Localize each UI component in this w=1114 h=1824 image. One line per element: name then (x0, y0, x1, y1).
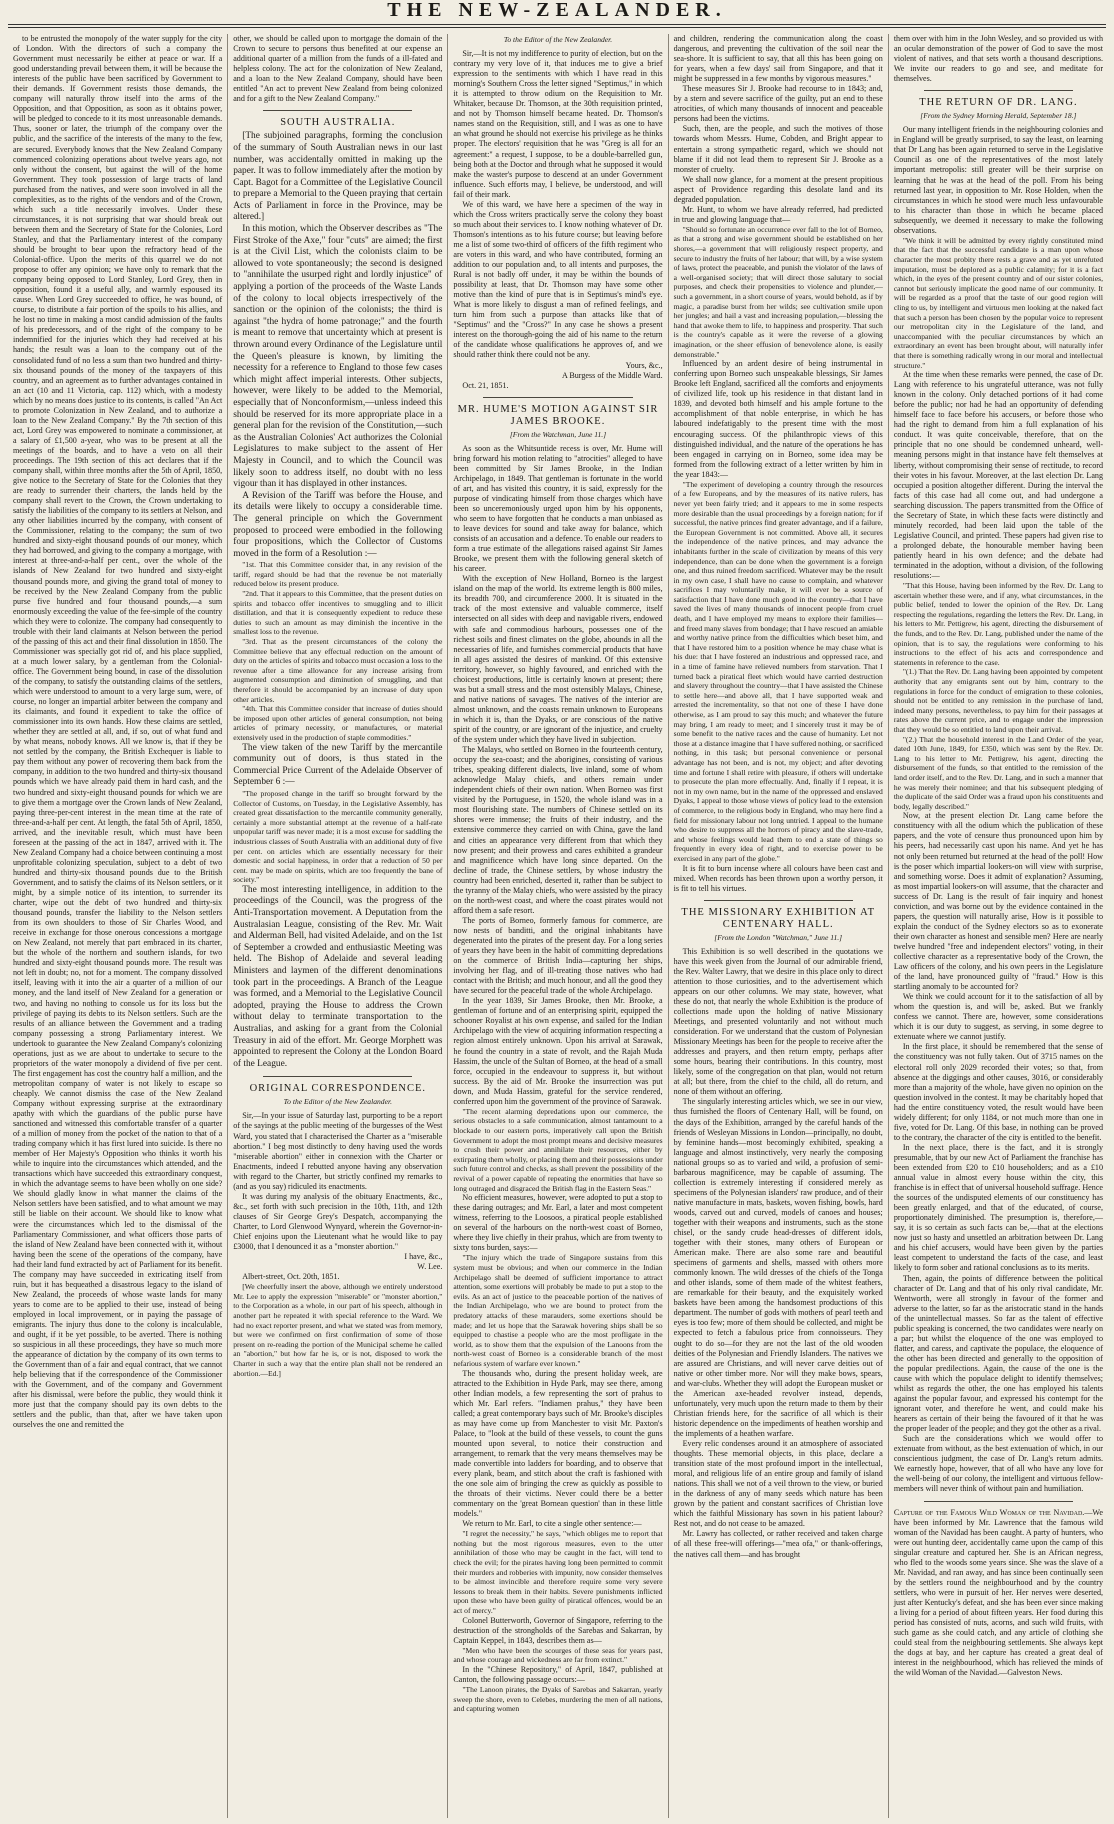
article-paragraph: With the exception of New Holland, Borneo is the largest island on the map of the world. Its extreme length is 800 miles, its breadth 700, and circumference 2000. It is situated in the track of the most extensive and valuable commerce, itself intersected on all sides with deep and navigable rivers, endowed with safe and commodious harbours, possesses one of the richest soils and finest climates on the globe, abounds in all the necessaries of life, and furnishes commercial products that have in all ages assisted the desires of mankind. Of this extensive territory, however, so highly favoured, and enriched with the choicest productions, little is certainly known at present; there was but a small stress and the most ostensibly Malays, Chinese, and native nations of savages. The natives of the interior are almost unknown, and the coasts remain unknown to Europeans in which it is, than the Dyaks, or are conscious of the native spirit of the country, or are ignorant of the injustice, and cruelty of the system under which they have lived in subjection. (453, 574, 663, 745)
quoted-paragraph: "That this House, having been informed by the Rev. Dr. Lang to ascertain whether these were, and if any, what circumstances, in the public belief, tended to lower the opinion of the Rev. Dr. Lang respecting the regulations, regarding the letters the Rev. Dr. Lang, in his letters to Mr. Pettigrew, his agent, directing the disbursement of the funds, and to the Rev. Dr. Lang, published under the name of the opinion, that is to say, the regulations were conforming to his instructions to the effect of his acts and correspondence and statements in reference to the case. (893, 581, 1104, 667)
article-paragraph: It was during my analysis of the obituary Enactments, &c., &c., set forth with such precision in the 10th, 11th, and 12th clauses of Sir George Grey's Despatch, accompanying the Charter, to Lord Glenwood Wynyard, wherein the Governor-in-Chief enjoins upon the Lieutenant what he would like to pay £3000, that I denounced it as a "monster abortion." (233, 1191, 443, 1252)
section-heading: ORIGINAL CORRESPONDENCE. (249, 1083, 427, 1095)
article-paragraph: and children, rendering the communication along the coast dangerous, and preventing the cultivation of the soil near the sea-shore. It is sufficient to say, that all this has been going on for years, when a few days' sail from Singapore, and that it might be suppressed in a few months by vigorous measures." (673, 34, 883, 84)
masthead-rule (8, 24, 1106, 25)
article-paragraph: No efficient measures, however, were adopted to put a stop to these daring outrages; and Mr. Earl, a later and most competent witness, referring to the Loosoos, a piratical people established on several of the harbours on the north-west coast of Borneo, where they live chiefly in their prahus, which are from twenty to sixty tons burden, says:— (453, 1193, 663, 1253)
section-heading: THE MISSIONARY EXHIBITION AT CENTENARY HALL. (681, 906, 875, 930)
section-divider (263, 1076, 412, 1077)
quoted-paragraph: "(2.) That the household interest in the Land Order of the year, dated 10th June, 1849, for £350, which was sent by the Rev. Dr. Lang to his letter to Mr. Pettigrew, his agent, directing the disbursement of the funds, so that entitled to the remission of the land order itself, and to the Rev. Dr. Lang, and in such a manner that he was merely their nominee; and that his subsequent pledging of the duplicate of the said Order was a fraud upon his constituents and body, legally described." (893, 734, 1104, 811)
article-paragraph: A Revision of the Tariff was before the House, and its details were likely to occupy a considerable time. The general principle on which the Government proposed to proceed were embodied in the following four propositions, which the Collector of Customs moved in the form of a Resolution :— (233, 490, 443, 559)
quoted-paragraph: "We think it will be admitted by every rightly constituted mind that the fact that the successful candidate is a man upon whose character the most probity there rests a grave and as yet unrefuted imputation, must be deplored as a public calamity; for it is a fact which, in the eyes of the present country and of our sister colonies, cannot but seriously implicate the good name of our community. It will be regarded as a proof that the taste of our good region will cling to us, by intelligent and virtuous men looking at the naked fact that such a person has been chosen by the popular voice to represent our metropolitan city in the Legislature of the land, and unaccompanied with the peculiar circumstances by which an extraordinary an event has been brought about, will naturally infer that there is something radically wrong in our moral and intellectual structure." (893, 235, 1104, 370)
quoted-paragraph: "Should so fortunate an occurrence ever fall to the lot of Borneo, as that a strong and wise government should be established on her shores,—a government that will religiously respect property, and secure to industry the fruits of her labour; that will, by a wise system of laws, protect the peaceable, and punish the violator of the laws of a well-organised society; that will direct those salutary to social purposes, and check their propensities to violence and plunder,—such a government, in a short course of years, would behold, as if by magic, a paradise burst from her wilds; see cultivation smile upon her jungles; and hail a vast and increasing population,—blessing the hand that awoke them to life, to happiness and prosperity. That such is the country's capable as it were the reverse of a glowing imagination, or the sheer effusion of benevolence alone, is easily demonstrable." (673, 224, 883, 359)
article-paragraph: We of this ward, we have here a specimen of the way in which the Cross writers practically serve the colony they boast so much about their services to. I know nothing whatever of Dr. Thomson's intentions as to his future course; but leaving before me a list of some two-third of officers of the fifth regiment who are voters in this ward, and who have contributed, forming an addition to our population and, to all intents and purposes, the Rural is not badly off under, it may be within the bounds of possibility at least, that Dr. Thomson may have some other motive than the kind of pure that is in Septimus's mind's eye. What is more likely to disgust a man of refined feelings, and turn him from such a purpose than attacks like that of "Septimus" and the "Cross?" In any case he shows a present interest on the thorough-going the aid of his name to the return of the candidate whose qualifications he approves of, and we should rather think there could not be any. (453, 199, 663, 360)
article-paragraph: At the time when these remarks were penned, the case of Dr. Lang with reference to his ungrateful utterance, was not fully known in the colony. Only detached portions of it had come before the public; nor had he had an opportunity of defending himself face to face before his accusers, or before those who had the right to demand from him a full explanation of his conduct. It was quite conceivable, therefore, that on the principle that no one should be condemned unheard, well-meaning persons might in that instance have felt themselves at liberty, without compromising their sense of rectitude, to record their votes in his favour. Moreover, at the last election Dr. Lang occupied a position altogether different. During the interval the facts of this case had all come out, and had undergone a searching discussion. The papers transmitted from the Office of the Secretary of State, in which these facts were distinctly and minutely recorded, had been laid upon the table of the Legislative Council, and printed. These papers had given rise to a prolonged debate, the honourable member having been patiently heard in his own defence; and the debate had terminated in the adoption, without a division, of the following resolutions:— (893, 370, 1104, 581)
section-subheading: [From the London "Watchman," June 11.] (714, 932, 843, 942)
article-paragraph: [The subjoined paragraphs, forming the conclusion of the summary of South Australian news in our last number, was accidentally omitted in making up the paper. It was to follow immediately after the motion by Capt. Bagot for a Committee of the Legislative Council to prepare a Memorial to the Queen praying that certain Acts of Parliament in force in the Province, may be altered.] (233, 131, 443, 223)
section-divider (483, 397, 632, 398)
article-paragraph: In the next place, there is the fact, and it is strongly presumable, that by our new Act of Parliament the franchise has been extended from £20 to £10 householders; and as a £10 annual value in almost every house within the city, this franchise is in effect that of universal household suffrage. Hence the sources of the undisputed elements of our constituency has been greatly enlarged, and that of the educated, of course, proportionately diminished. The presumption is, therefore,—say, it is so certain as such facts can be,—that at the elections now just so hasty and unsettled an arbitration between Dr. Lang and his chief accusers, would have been given by the parties least competent to understand the facts of the case, and least likely to form sober and rational conclusions as to its merits. (893, 1142, 1104, 1273)
columns (8, 34, 1108, 1818)
section-divider (924, 90, 1073, 91)
article-paragraph: Sir,—In your issue of Saturday last, purporting to be a report of the sayings at the public meeting of the burgesses of the West Ward, you stated that I characterised the Charter as a "miserable abortion." I beg most distinctly to deny having used the words "miserable abortion" either in connexion with the Charter or Enactments, indeed I rebutted anyone having any observation with regard to the Charter, but strictly confined my remarks to (and as you say) ridiculed its enactments. (233, 1111, 443, 1191)
article-paragraph: Colonel Butterworth, Governor of Singapore, referring to the destruction of the strongholds of the Sarebas and Sakarran, by Captain Keppel, in 1843, describes them as— (453, 1615, 663, 1645)
masthead (0, 0, 1114, 34)
article-run-in-heading: Capture of the Famous Wild Woman of the Navidad. (893, 1507, 1085, 1517)
article-paragraph: We think we could account for it to the satisfaction of all by whom the question is, and will be, asked. But we frankly confess we cannot. There are, however, some considerations which it is our duty to suggest, as serving, in some degree to extenuate where we cannot justify. (893, 992, 1104, 1042)
quoted-paragraph: "4th. That this Committee consider that increase of duties should be imposed upon other articles of general consumption, not being articles of primary necessity, or manufactures, or material extensively used in the production of staple commodities." (233, 704, 443, 742)
quoted-paragraph: "Men who have been the scourges of these seas for years past, and whose courage and wickedness are far from extinct." (453, 1645, 663, 1665)
section-subheading: To the Editor of the New Zealander. (503, 35, 613, 44)
article-paragraph: We shall now glance, for a moment at the present propitious aspect of Providence regarding this desolate land and its degraded population. (673, 174, 883, 204)
dateline: Albert-street, Oct. 20th, 1851. (242, 1272, 340, 1282)
quoted-paragraph: "The injury which the trade of Singapore sustains from this system must be obvious; and when our commerce in the Indian Archipelago shall be deemed of sufficient importance to attract attention, some exertions will probably be made to put a stop to the evils. As an act of justice to the peaceable portion of the natives of the Indian Archipelago, who we are bound to protect from the predatory attacks of these marauders, some exertions should be made; and let us hope that the Sarawak hovering ships shall be so equipped to chastise a people who are the most profligate in the world, as to show them that the expulsion of the Lanoons from the north-west coast of Borneo is a considerable branch of the most nefarious system of warfare ever known." (453, 1253, 663, 1368)
quoted-paragraph: "1st. That this Committee consider that, in any revision of the tariff, regard should be had that the revenue be not materially reduced below its present produce. (233, 560, 443, 589)
article-paragraph: The singularly interesting articles which, we see in our view, thus furnished the floors of Centenary Hall, will be found, on the days of the Exhibition, arranged by the careful hands of the friends of Wesleyan Missions in London—principally, no doubt, by feminine hands—most becomingly exhibited, speaking a language and almost instinctively, very nearly the composing national groups so as to varied and wild, a profusion of semi-barbarous magnificence, may be capable of assuming. The collection is extremely interesting if considered merely as specimens of the Polynesian islanders' raw produce, and of their native manufacture in mats, baskets, woven fishing, bowls, hard woods, carved out and curved, models of canoes and houses; together with their weapons and instruments, such as the stone chisel, or the sandy crude head-dresses of different idols, together with their stones, many others of European or American make. There are also some rare and beautiful specimens of garments and shells, massed with others more commonly known. The wild dresses of the chiefs of the Tonga and other islands, some of them made of the whitest feathers, are remarkable for their beauty, and the exquisitely worked baskets have been among the handsomest productions of this department. The number of gods with mothers of pearl teeth and eyes is too few; more of them should be collected, and might be expected to fetch a fabulous price from connoisseurs. They ought to do so—for they are not the last of the old wooden deities of the Polynesian and Friendly Islanders. The natives we are assured are Christians, and will never carve deities out of native or other timber more. Nor will they make bows, spears, and war-clubs. Whether they will adopt the European musket or the American axe-headed revolver instead, depends, unfortunately, very much upon the return made to them by their Christian friends here, for the sacrifice of all which is their historic dependence on the impediments of heathen worship and the implements of a heathen warfare. (673, 1097, 883, 1438)
section-divider (704, 900, 853, 901)
section-divider (924, 1501, 1073, 1502)
masthead-title: THE NEW-ZEALANDER. (387, 0, 727, 21)
article-paragraph: Every relic condenses around it an atmosphere of associated thoughts. These memorial objects, in this place, declare a transition state of the most profound import in the intellectual, moral, and religious life of an entire group and family of island nations. This shall we not of a veil thrown to the view, or buried in the darkness of any of many seeds which nature has been grown by the patient and constant sacrifices of Christian love which the faithful Missionary has sown in his patient labour? Rest not, and do not cease to be amazed. (673, 1439, 883, 1529)
column-2 (228, 34, 448, 1818)
column-1 (8, 34, 228, 1818)
article-paragraph: them over with him in the John Wesley, and so provided us with an ocular demonstration of the power of God to save the most violent of natives, and that sets worth a thousand descriptions. We invite our readers to go and see, and meditate for themselves. (893, 34, 1104, 84)
quoted-paragraph: "The Lanoon pirates, the Dyaks of Sarebas and Sakarran, yearly sweep the shore, even to Celebes, murdering the men of all nations, and capturing women (453, 1685, 663, 1714)
editor-note: [We cheerfully insert the above, although we entirely understood Mr. Lee to apply the expression "miserable" or "monster abortion," to the Corporation as a whole, in our part of his speech, although in another part he repeated it with special reference to the Ward. We had no exact reporter present, and what we stated was from memory, but were we confirmed on first confirmation of some of those present on re-reading the portion of the Municipal scheme he called an "abortion," but how far he is, or is not, disposed to work the Charter in such a way that the entire plan shall not be rendered an abortion.—Ed.] (233, 1282, 443, 1378)
article-paragraph: We return to Mr. Earl, to cite a single other sentence:— (462, 1519, 642, 1529)
article-paragraph: Then, again, the points of difference between the political character of Dr. Lang and that of his only rival candidate, Mr. Wentworth, were all strongly in favour of the former and adverse to the latter, so far as the aristocratic stand in the hands of the unintellectual masses. So far as the talent of effective public speaking is concerned, the two candidates were nearly on a par; but whilst the eloquence of the one was employed to flatter, and caress, and captivate the populace, the eloquence of the other has been directed and generally to the opposition of the popular predilections. Again, the cause of the one is the cause with which the populace delight to identify themselves; whilst as regards the other, the one has employed his talents against the popular favour, and expressed his contempt for the ignorant voter, and therefore he went, and could make his hearers as certain of their being the favoured of it that he was the proper leader of the people; and they got the other as a rival. (893, 1273, 1104, 1434)
article-paragraph: Such, then, are the people, and such the motives of those towards whom Messrs. Hume, Cobden, and Bright appear to entertain a strong sympathetic regard, which we should not blame if it did not lead them to represent Sir J. Brooke as a monster of cruelty. (673, 124, 883, 174)
article-paragraph: Now, at the present election Dr. Lang came before the constituency with all the odium which the publication of these papers, and the vote of censure thus pronounced upon him by his peers, had necessarily cast upon his name. And yet he has not only been returned but returned at the head of the poll! How is the poser which impartial lookers-on will view with surprise, and something worse. Does it admit of explanation? Assuming, as most impartial lookers-on will assume, that the character and success of Dr. Lang is the result of fair inquiry and honest conviction, and was borne out by the evidence contained in the papers, the question will naturally arise, How is it possible to explain the conduct of the Sydney electors so as to exonerate their own character as honest and sensible men? Here are nearly twelve hundred "free and independent electors" voting, in their collective character as a representative body of the Crown, the Law officers of the colony, and his own peers in the Legislature of the land, have pronounced guilty of "fraud." How is this startling anomaly to be accounted for? (893, 811, 1104, 992)
article-paragraph: Sir,—It is not my indifference to purity of election, but on the contrary my very love of it, that induces me to give a brief expression to the sentiments with which I have read in this morning's Southern Cross the letter signed "Septimus," in which it is attempted to throw odium on the Requisition to Mr. Whitaker, because Dr. Thomson, at the 30th requisition printed, and not by Thomson himself became heated. Dr. Thomson's names stand on the Requisition, still, and I was as one to have an what ground he should not exercise his privilege as he thinks proper. The electors' requisition that he was "Greg is all for an agreement:" a request, I suppose, to be a double-barrelled gun, being both at the Doctor and through what he supposed it would make the waster's purpose to descend at an under Government influence. Such efforts may, I believe, be understood, and will fail of their mark. (453, 49, 663, 199)
section-heading: THE RETURN OF DR. LANG. (919, 97, 1078, 109)
article-paragraph: The view taken of the new Tariff by the mercantile community out of doors, is thus stated in the Commercial Price Current of the Adelaide Observer of September 6 :— (233, 742, 443, 788)
article-paragraph: other, we should be called upon to mortgage the domain of the Crown to secure to persons thus benefited at our expense an additional quarter of a million from the funds of a ill-fated and helpless colony. The act for the colonization of New Zealand, and a loan to the New Zealand Company, should have been entitled "An act to prevent New Zealand from being colonized and for a gift to the New Zealand Company." (233, 34, 443, 104)
dateline: Oct. 21, 1851. (462, 380, 509, 390)
quoted-paragraph: "The proposed change in the tariff so brought forward by the Collector of Customs, on Tuesday, in the Legislative Assembly, has created great dissatisfaction to the mercantile community generally, certainly a more substantial attempt at the revenue of a half-rate unpopular tariff was never made; it is a most excuse for saddling the industrious classes of South Australia with an additional duty of five per cent. on articles which are essentially necessary for their domestic and social happiness, in order that a reduction of 50 per cent. may be made on spirits, which are too frequently the bane of society." (233, 788, 443, 885)
article-paragraph: The thousands who, during the present holiday week, are attracted to the Exhibition in Hyde Park, may see there, among other Indian models, a few representing the sort of prahus to which Mr. Earl refers. "Indiamen prahus," they have been called; a great contemporary bays such of Mr. Brooke's disciples as may have come up from Manchester to visit Mr. Paxton's Palace, to "look at the build of these vessels, to count the guns mounted upon several, to notice their construction and arrangement, to remark that the very means themselves may be made convertible into ladders for boarding, and to observe that every plank, beam, and stitch about the craft is fashioned with the one sole aim of bringing the crew as quickly as possible to the throats of their victims. Never could there be a better commentary on the 'great Bornean question' than in these little models." (453, 1368, 663, 1519)
article-paragraph: In the first place, it should be remembered that the sense of the constituency was not fully taken. Out of 3715 names on the electoral roll only 2029 recorded their votes; so that, from absence at the diggings and other causes, 3016, or considerably more than a majority of the whole, have given no opinion on the question involved in the contest. It may be charitably hoped that had the entire constituency voted, the result would have been widely different; for only 1184, or not much more than one in five, voted for Dr. Lang. Of this base, in nothing can be proved to the contrary, the character of the city is entitled to the benefit. (893, 1042, 1104, 1142)
quoted-paragraph: "3rd. That as the present circumstances of the colony the Committee believe that any effectual reduction on the amount of duty on the articles of spirits and tobacco must occasion a loss to the revenue after a time allowance for any increase arising from augmented consumption and diminution of smuggling, and that therefore it should be accompanied by an increase of duty upon other articles. (233, 637, 443, 704)
article-paragraph: In this motion, which the Observer describes as "The First Stroke of the Axe," four "cuts" are aimed; the first is at the Civil List, which the colonists claim to be allowed to vote spontaneously; the second is designed to "annihilate the usurped right and lordly injustice" of applying a portion of the proceeds of the Waste Lands of the colony to local objects irrespectively of the sanction or the opinion of the colonists; the third is against "the hydra of home patronage;" and the fourth is meant to remove that uncertainty which at present is thrown around every Ordinance of the Legislature until the Queen's pleasure is known, by limiting the necessity for a reference to England to those few cases which might affect imperial interests. Other subjects, however, were likely to be added to the Memorial, especially that of Nonconformism,—unless indeed this should be reserved for its more appropriate place in a general plan for the revision of the Constitution,—such as the Australian Colonies' Act authorizes the Colonial Legislatures to make subject to the assent of Her Majesty in Council, and to which the Council was likely soon to address itself, no doubt with no less vigour than it has displayed in other instances. (233, 224, 443, 490)
quoted-paragraph: "The recent alarming depredations upon our commerce, the serious obstacles to a safe communication, almost tantamount to a blockade to our eastern ports, imperatively call upon the British Government to adopt the most prompt means and decisive measures to crush their power and annihilate their resources, either by extirpating them wholly, or placing them and their possessions under such future control and checks, as shall prevent the possibility of the revival of a power capable of repeating the enormities that have so long outraged and disgraced the British flag in the Eastern Seas." (453, 1106, 663, 1193)
section-divider (263, 110, 412, 111)
article-paragraph: Our many intelligent friends in the neighbouring colonies and in England will be greatly surprised, to say the least, on learning that Dr Lang has been again returned to serve in the Legislative Council as one of the representatives of the most lately important metropolis: still greater will be their surprise on learning that he was at the head of the poll. From his being returned last year, in opposition to Mr. Rose Holden, when the circumstances in which he stood were much less unfavourable to his character than those in which he became placed subsequently, we deemed it necessary to make the following observations. (893, 125, 1104, 235)
article-paragraph: It is fit to burn incense where all colours have been cast and mixed. When records has been thrown upon a worthy person, it is fit to tell his virtues. (673, 863, 883, 893)
column-4 (669, 34, 889, 1818)
section-subheading: [From the Watchman, June 11.] (509, 429, 607, 439)
article-paragraph: Influenced by an ardent desire of being instrumental in conferring upon Borneo such unspeakable blessings, Sir James Brooke left England, sacrificed all the comforts and enjoyments of civilized life, took up his residence in that distant land in 1839, and devoted both himself and his ample fortune to the accomplishment of that noble enterprise, in which he has laboured indefatigably to the present time with the most encouraging success. Of the philanthropic views of this distinguished individual, and the nature of the operations he has been engaged in carrying on in Borneo, some idea may be formed from the following extract of a letter written by him in the year 1843:— (673, 359, 883, 479)
article-paragraph: Such are the considerations which we would offer to extenuate from without, as the best extenuation of which, in our conscientious judgment, the case of Dr. Lang's return admits. We earnestly hope, however, that of all who have any love for the well-being of our colony, the intelligent and virtuous fellow-members will never think of without pain and humiliation. (893, 1434, 1104, 1494)
article-paragraph (894, 1508, 1103, 1679)
article-paragraph: These measures Sir J. Brooke had recourse to in 1843; and, by a stern and severe sacrifice of the guilty, put an end to these atrocities, of which many thousands of innocent and peaceable persons had been the victims. (673, 84, 883, 124)
quoted-paragraph: "(1.) That the Rev. Dr. Lang having been appointed by competent authority that any emigrants sent out by him, contrary to the regulations in force for the conduct of emigration to these colonies, should not be entitled to any remission in the purchase of land, indeed many persons, nevertheless, to pay him for their passages at rates above the current price, and to engage under the impression that they would be so entitled to land upon their arrival. (893, 667, 1104, 734)
article-paragraph: The ports of Borneo, formerly famous for commerce, are now nests of banditti, and the original inhabitants have degenerated into the pirates of the present day. For a long series of years they have been in the habit of committing depredations on the commerce of British India—capturing her ships, involving her flag, and of ill-treating those natives who had contact with the British; and much honour, and all the good they have secured for the peaceful trade of the whole Archipelago. (453, 915, 663, 996)
article-paragraph: The most interesting intelligence, in addition to the proceedings of the Council, was the progress of the Anti-Transportation movement. A Deputation from the Australasian League, consisting of the Rev. Mr. Wait and Alderman Bell, had visited Adelaide, and on the 1st of September a crowded and enthusiastic Meeting was held. The Bishop of Adelaide and several leading Ministers and laymen of the different denominations took part in the proceedings. A Branch of the League was formed, and a Memorial to the Legislative Council adopted, praying the House to address the Crown without delay to terminate transportation to the Australias, and asking for a grant from the Colonial Treasury in aid of the effort. Mr. George Morphett was appointed to represent the Colony at the London Board of the League. (233, 884, 443, 1069)
section-heading: MR. HUME'S MOTION AGAINST SIR JAMES BROOKE. (457, 403, 659, 427)
section-subheading: To the Editor of the New Zealander. (283, 1097, 392, 1107)
article-paragraph: to be entrusted the monopoly of the water supply for the city of London. With the directors of such a company the Government must necessarily be either at peace or war. If a good understanding prevail between them, it will be because the interests of the public have been sacrificed by Government to their demands. If Government resists those demands, the company will naturally throw itself into the arms of the Opposition, and that Opposition, as soon as it obtains power, will be pledged to concede to it its most unreasonable demands. Thus, sooner or later, the triumph of the company over the public, and the sacrifice of the interests of the many to the few, are secured. Everybody knows that the New Zealand Company commenced colonizing operations about twelve years ago, not only without the consent, but against the will of the home Government. They took possession of large tracts of land purchased from the natives, and were soon involved in all the complexities, as to the rights of the vendors and of the Crown, which such a title necessarily involves. Under these circumstances, it is not surprising that war should break out between them and the Secretary of State for the Colonies, Lord Stanley, and that the Parliamentary interest of the company should be brought to bear upon the refractory head of the Colonial-office. Upon the merits of this quarrel we do not propose to offer any opinion; we have only to remark that the company being opposed to Lord Stanley, Lord Grey, then in opposition, found it a useful ally, and warmly espoused its cause. When Lord Grey succeeded to office, he was bound, of course, to distribute a fair portion of the spoils to his allies, and he lost no time in making a most candid admission of the faults of his predecessors, and of the right of the company to be indemnified for the injuries which they had received at his hands; the result was a loan to the company out of the consolidated fund of no less a sum than two hundred and thirty-six thousand pounds of the money of the taxpayers of this country, and an agreement as to further advantages contained in an act (10 and 11 Victoria, cap. 112) which, with a modesty which by no means does justice to its contents, is called "An Act to promote Colonization in New Zealand, and to authorize a loan to the New Zealand Company." By the 7th section of this act, Lord Grey was empowered to nominate a commissioner, at a salary of £1,500 a-year, who was to be present at all the meetings of the boards, and to have a veto on all their proceedings. The 19th section of this act declares that if the company shall, within three months after the 5th of April, 1850, give notice to the Secretary of State for the Colonies that they are ready to surrender their charters, the lands held by the company shall revert to the Crown, the Crown undertaking to satisfy the liabilities of the company to its settlers at Nelson, and any other liabilities incurred by the company, with consent of the Commissioner, relating to the company; the sum of two hundred and sixty-eight thousand pounds of our money, which they had borrowed, and giving to the company a mortgage, with interest at three-and-a-half per cent., over the whole of the islands of New Zealand for two hundred and sixty-eight thousand pounds more, and giving the grand total of money to be received by the New Zealand Company from the public purse five hundred and four thousand pounds,—a sum enormously exceeding the value of the fee-simple of the country which they were to colonize. The company had consequently to trouble with their land claimants at Nelson between the period of the passing of this act and their final dissolution in 1850. The Commissioner was specially got rid of, and his place supplied, at a much lower salary, by a gentleman from the Colonial-office. The Government being bound, in case of the dissolution of the company, to satisfy the outstanding claims of the settlers, which were understood to amount to a very large sum, were, of course, no longer an impartial arbiter between the company and its claimants, and found it expedient to take the office of commissioner into its own hands. How these claims are settled, whether they are settled at all, and, if so, out of what fund and by what means, nobody knows. All we know is, that if they be not settled by the company, the British Exchequer is liable to pay them without any power of recovering them back from the company, in addition to the two hundred and thirty-six thousand pounds which we have already paid them in hard cash, and the two hundred and sixty-eight thousand pounds for which we are to give them a mortgage over the Crown lands of New Zealand, paying three-per-cent interest in the mean time at the rate of three-and-a-half per cent. At length, the fatal 5th of April, 1850, arrived, and the inevitable result, which must have been foreseen at the passing of the act in 1847, arrived with it. The New Zealand Company had a choice between continuing a most unprofitable colonizing speculation, subject to a debt of two hundred and thirty-six thousand pounds due to the British Government, and to satisfy the claims of its Nelson settlers, or it might, by a simple notice of its intention, to surrender its charter, wipe out the debt of two hundred and thirty-six thousand pounds, transfer the liability to the Nelson settlers from its own shoulders to those of Sir Charles Wood, and receive in exchange for those onerous concessions a mortgage on New Zealand, not merely that part embraced in its charter, but the whole of the northern and southern islands, for two hundred and sixty-eight thousand pounds more. The result was not left in doubt; no, not for a moment. The company dissolved itself, leaving with it into the air a quarter of a million of our money, and the land itself of New Zealand for a generation or two, and having no nothing to console us for its loss but the privilege of paying its debts to its Nelson settlers. Such are the results of an alliance between the Government and a trading company possessing a strong Parliamentary interest. We undertook to guarantee the New Zealand Company's colonizing operations, just as we are about to undertake to secure to the proprietors of the water monopoly a dividend of five per cent. The first engagement has cost the country half a million, and the metropolitan company of water is not likely to escape so cheaply. We cannot dismiss the case of the New Zealand Company without expressing surprise at the extraordinary apathy with which the guardians of the public purse have sanctioned and witnessed this comfortable transfer of a quarter of a million of money from the pocket of the nation to that of a trading company which it has first lured into suicide. Is there no member of Her Majesty's Opposition who thinks it worth his while to inquire into the circumstances which attended, and the transactions which have succeeded this extraordinary conquest, in which the advantage seems to have been wholly on one side? We should gladly know in what manner the claims of the Nelson settlers have been satisfied, and to what amount we may still be liable on their account. We should like to know what were the circumstances which led to the dismissal of the Parliamentary Commissioner, and what officers those parts of the island of New Zealand have been connected with it, without having been the scene of the operations of the company, have had their land fund extracted by act of Parliament for its benefit. The company may have succeeded in extricating itself from ruin, but it has bequeathed a disastrous legacy to the island of New Zealand, the proceeds of whose waste lands for many years to come are to be applied to their use, instead of being employed in local improvement, or in paying the passage of emigrants. The injury thus done to the colony is incalculable, and ought, if it be yet possible, to be averted. There is nothing so suspicious in all these proceedings, they have so much more the appearance of dictation by the company of its own terms to the Government than of a fair and equal contract, that we cannot help believing that if the correspondence of the Commissioner with the Government, and of the company and Government after his dismissal, were before the public, they would think it more just that the company should pay its own debts to the settlers and the public, than that, after we have taken upon ourselves the one and remitted the (13, 34, 223, 1430)
section-subheading: [From the Sydney Morning Herald, September 18.] (920, 111, 1077, 121)
quoted-paragraph: "The experiment of developing a country through the resources of a few Europeans, and by the measures of its native rulers, has never yet been fairly tried; and it appears to me in some respects more desirable than the usual proceedings by a foreign nation; for if successful, the native princes find greater advantage, and if a failure, the European Government is not committed. Above all, it secures the independence of the native princes, and may advance the inhabitants further in the scale of civilization by means of this very independence, than can be done when the government is a foreign one, and thus ruined freedom sacrificed. Whatever may be the result in my own case, I shall have no cause to complain, and whatever sacrifices I may voluntarily make, it will ever be a source of satisfaction that I have done much good in the country—that I have saved the lives of many thousands of innocent people from cruel death, and I have employed my means to explore their families—and freed many slaves from bondage; that I have rescued an amiable and worthy native prince from the difficulties which beset him, and that I have restored him to a position whence he may chase what is his due: that I have fostered an industrious and oppressed race, and in a time of famine have relieved numbers from starvation. That I turned back a piratical fleet which would have carried destruction and slavery throughout the country—that I have assisted the Chinese to settle here—and above all, that I have supported weak and arrested the incrementality, so that not one of these I have done otherwise, as I am proud to say this much; and whatever the future may bring, I am ready to meet; and I sincerely trust it may be of some benefit to the native races and the cause of humanity. Let not those at a distance imagine that I have suffered nothing, or sacrificed nothing, in this task; but personal convenience or personal advantage has not been, and is not, my object; and after devoting time and fortune I shall retire with pleasure, if others will undertake to prosecute the plan more effectually. And, finally if I repeat, it is not in my own name, but in the name of the oppressed and enslaved Dyaks, I appeal to those whose views of policy lead to the extension of commerce, to the religious body in England, who may here find a field for missionary labour not long untried. I appeal to the humane who desire to suppress all the horrors of piracy and the slave-trade, and whose feelings would lead them to end a state of things so frequently in every idea of right, and to exercise power to be exercised in any part of the globe." (673, 479, 883, 863)
section-heading: SOUTH AUSTRALIA. (280, 117, 396, 129)
article-paragraph: This Exhibition is so well described in the quotations we have this week given from the Journal of our admirable friend, the Rev. Walter Lawry, that we desire in this place only to direct attention to those curiosities, and to the advertisement which appears on our other columns. We may state, however, what these do not, that nearly the whole Exhibition is the produce of collections made upon the holding of native Missionary Meetings, and presented voluntarily and not without much consideration. For we understand that the custom of Polynesian Missionary Meetings has been for the people to receive after the addresses and prayers, and then return empty, perhaps after some hours, bearing their contributions. In this country, most likely, some of the congregation on that plan, would not return at all; but there, from the chief to the child, all do return, and none of them without an offering. (673, 946, 883, 1097)
quoted-paragraph: "2nd. That it appears to this Committee, that the present duties on spirits and tobacco offer incentives to smuggling and to illicit distillation, and that it is consequently expedient to reduce these duties to such an amount as may diminish the incentive in the smallest loss to the revenue. (233, 589, 443, 637)
masthead-rule (8, 27, 1106, 28)
article-paragraph: Mr. Lawry has collected, or rather received and taken charge of all these free-will offerings—"mea ofa," or thank-offerings, the natives call them—and has brought (673, 1529, 883, 1559)
signoff: Yours, &c., (625, 360, 663, 370)
signoff: I have, &c., (404, 1252, 443, 1262)
column-5 (889, 34, 1108, 1818)
article-paragraph: Mr. Hunt, to whom we have already referred, had predicted in true and glowing language that— (673, 204, 883, 224)
signature: A Burgess of the Middle Ward. (561, 370, 663, 380)
signature: W. Lee. (417, 1262, 443, 1272)
column-3 (448, 34, 668, 1818)
article-text: —We have been informed by Mr. Lawrence that the famous wild woman of the Navidad has been caught. A party of hunters, who were out hunting deer, accidentally came upon the camp of this singular creature and captured her. She is an African negress, who fled to the woods some years since. She was the slave of a Mr. Navidad, and ran away, and has since been continually seen by the settlers round the neighbourhood and by the country settlers, who were in pursuit of her. Her nerves were deserted, just after Kentucky's defeat, and she has been ever since making a living for a period of about fifteen years. Her food during this period has consisted of nuts, acorns, and such wild fruits, with such game as she could catch, and any article of clothing she could steal from the neighbouring settlements. She always kept the dogs at bay, and her capture has created a great deal of interest in the neighbourhood, which has relieved the minds of the wild Woman of the Navidad.—Galveston News. (893, 1507, 1104, 1678)
article-paragraph: As soon as the Whitsuntide recess is over, Mr. Hume will bring forward his motion relating to "atrocities" alleged to have been committed by Sir James Brooke, in the Indian Archipelago, in 1849. That gentleman is fortunate in the world of art, and has visited this country, it is said, expressly for the purpose of vindicating himself from those charges which have been so unceremoniously urged upon him by his opponents, who seem to have forgotten that he conducts a man unbiased as to leave devices for sound and take away for balance, which consists of an accusation and a defence. To enable our readers to form a true estimate of the allegations raised against Sir James Brooke, we present them with the following general sketch of his career. (453, 443, 663, 574)
quoted-paragraph: "I regret the necessity," he says, "which obliges me to report that nothing but the most rigorous measures, even to the utter annihilation of those who may be caught in the fact, will tend to check the evil; for the pirates having long been permitted to commit their murders and robberies with impunity, now consider themselves to be almost invincible and therefore require some very severe lessons to break them in their habits. Severe punishments inflicted upon these who have been guilty of piratical offences, would be an act of mercy." (453, 1529, 663, 1616)
article-paragraph: The Malays, who settled on Borneo in the fourteenth century, occupy the sea-coast; and the aborigines, consisting of various tribes, speaking different dialects, live inland, some of whom acknowledge Malay chiefs, and others remain under independent chiefs of their own nation. When Borneo was first visited by the Portuguese, in 1520, the whole island was in a most flourishing state. The numbers of Chinese settled on its shores were immense; the fruits of their industry, and the extensive commerce they carried on with China, gave the land and cities an appearance very different from that which they now present; and their prowess and cares exhibited a grandeur and magnificence which have long since departed. On the decline of trade, the Chinese settlers, by whose industry the country had been enriched, deserted it, rather than be subject to the tyranny of the Malay chiefs, who were assisted by the piracy on the north-west coast, and where the coast pirates would not afford them a safe resort. (453, 745, 663, 915)
article-paragraph: In the "Chinese Repository," of April, 1847, published at Canton, the following passage occurs:— (453, 1664, 663, 1684)
article-paragraph: In the year 1839, Sir James Brooke, then Mr. Brooke, a gentleman of fortune and of an enterprising spirit, equipped the schooner Royalist at his own expense, and sailed for the Indian Archipelago with the view of acquiring information respecting a region almost entirely unknown. Upon his arrival at Sarawak, he found the country in a state of revolt, and the Rajah Muda Hassim, the uncle of the Sultan of Borneo, at the head of a small force, occupied in the endeavour to suppress it, but without success. By the aid of Mr. Brooke the insurrection was put down, and Muda Hassim, grateful for the service rendered, conferred upon him the government of the province of Sarawak. (453, 996, 663, 1106)
